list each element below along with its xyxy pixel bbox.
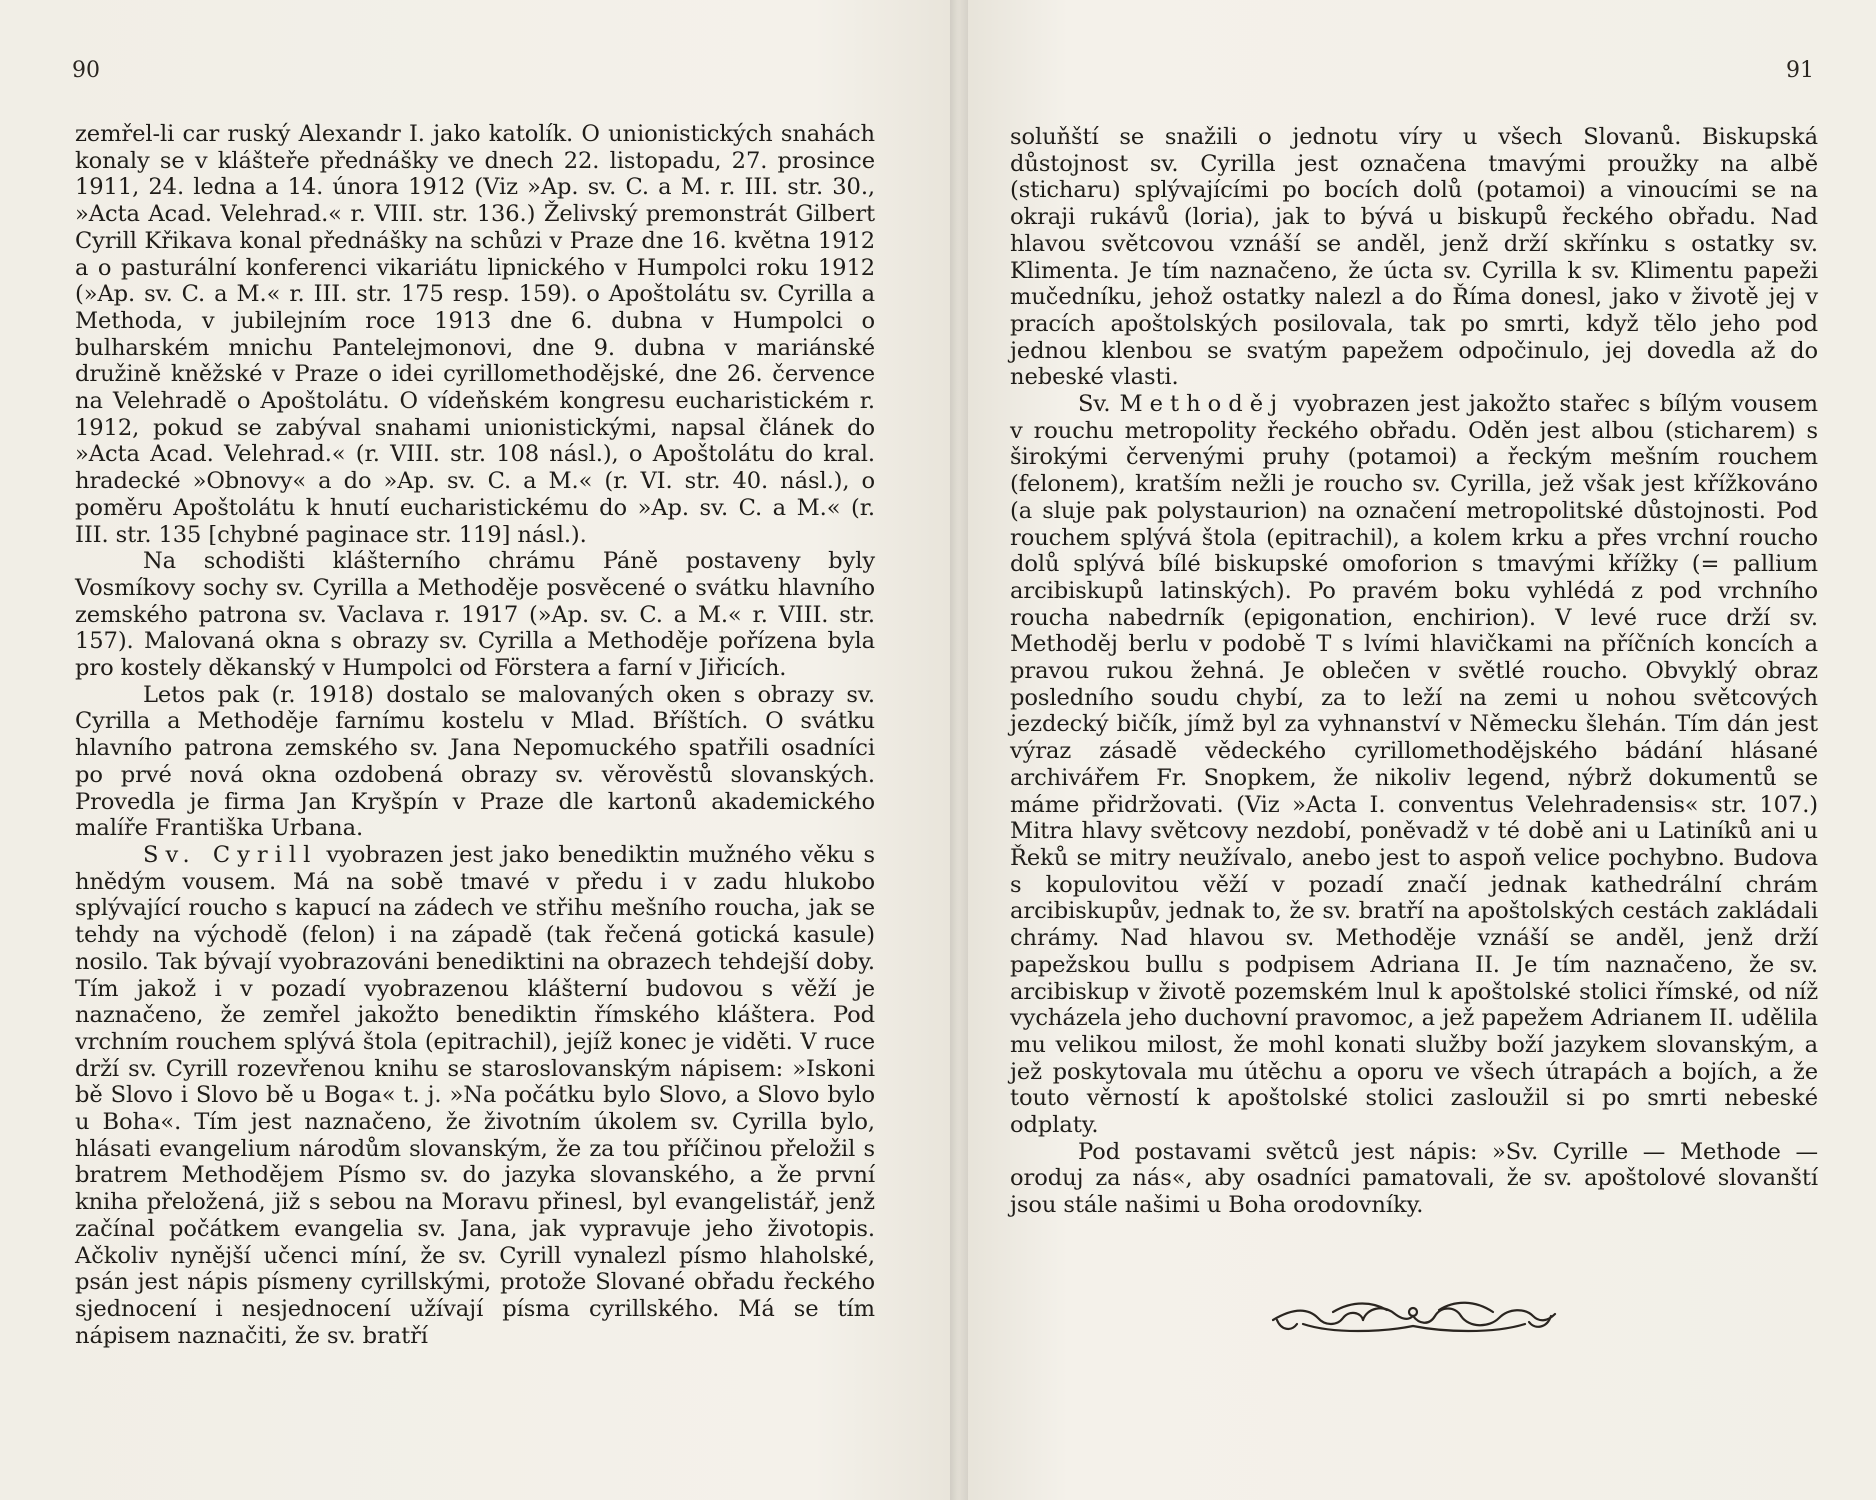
paragraph: Letos pak (r. 1918) dostalo se malovaných oken s obrazy sv. Cyrilla a Methoděje farnímu kostelu v Mlad. Bříštích. O svátku hlavního patrona zemského sv. Jana Nepomuckého spatřili osadníci po prvé nová okna ozdobená obrazy sv. věrověstů slovanských. Provedla je firma Jan Kryšpín v Praze dle kartonů akademického malíře Františka Urbana. [75,681,875,842]
left-text-column [75,121,875,1349]
saint-name-methodej: Methoděj [1119,391,1285,418]
paragraph-methodej-text: vyobrazen jest jakožto stařec s bílým vousem v rouchu metropolity řeckého obřadu. Oděn jest albou (sticharem) s širokými červenými pruhy (potamoi) a řeckým mešním rouchem (felonem), kratším nežli je roucho sv. Cyrilla, jež však jest křížkováno (a sluje pak polystaurion) na označení metropolitské důstojnosti. Pod rouchem splývá štola (epitrachil), a kolem krku a přes vrchní roucho dolů splývá bílé biskupské omoforion s tmavými křížky (= pallium arcibiskupů latinských). Po pravém boku vyhlédá z pod vrchního roucha nabedrník (epigonation, enchirion). V levé ruce drží sv. Methoděj berlu v podobě T s lvími hlavičkami na příčních koncích a pravou rukou žehná. Je oblečen v světlé roucho. Obvyklý obraz posledního soudu chybí, za to leží na zemi u nohou světcových jezdecký bičík, jímž byl za vyhnanství v Německu šlehán. Tím dán jest výraz zásadě vědeckého cyrillomethodějského bádání hlásané archivářem Fr. Snopkem, že nikoliv legend, nýbrž dokumentů se máme přidržovati. (Viz »Acta I. conventus Velehradensis« str. 107.) Mitra hlavy světcovy nezdobí, poněvadž v té době ani u Latiníků ani u Řeků se mitry neužívalo, anebo jest to aspoň velice pochybno. Budova s kopulovitou věží v pozadí značí jednak kathedrální chrám arcibiskupův, jednak to, že sv. bratří na apoštolských cestách zakládali chrámy. Nad hlavou sv. Methoděje vznáší se anděl, jenž drží papežskou bullu s podpisem Adriana II. Je tím naznačeno, že sv. arcibiskup v životě pozemském lnul k apoštolské stolici římské, od níž vycházela jeho duchovní pravomoc, a jež papežem Adrianem II. udělila mu velikou milost, že mohl konati služby boží jazykem slovanským, a jež poskytovala mu útěchu a oporu ve všech útrapách a bojích, a že touto věrností k apoštolské stolici zasloužil si po smrti nebeské odplaty. [1010,391,1818,1139]
book-gutter [950,0,968,1500]
page-number-left: 90 [72,58,100,83]
paragraph: soluňští se snažili o jednotu víry u všech Slovanů. Biskupská důstojnost sv. Cyrilla jest označena tmavými proužky na albě (sticharu) splývajícími po bocích dolů (potamoi) a vinoucími se na okraji rukávů (loria), jak to bývá u biskupů řeckého obřadu. Nad hlavou světcovou vznáší se anděl, jenž drží skřínku s ostatky sv. Klimenta. Je tím naznačeno, že úcta sv. Cyrilla k sv. Klimentu papeži mučedníku, jehož ostatky nalezl a do Říma donesl, jako v životě jej v pracích apoštolských posilovala, tak po smrti, když tělo jeho pod jednou klenbou se svatým papežem odpočinulo, jej dovedla až do nebeské vlasti. [1010,124,1818,391]
paragraph-cyrill-text: vyobrazen jest jako benediktin mužného věku s hnědým vousem. Má na sobě tmavé v předu i v zadu hlukobo splývající roucho s kapucí na zádech ve střihu mešního roucha, jak se tehdy na východě (felon) i na západě (tak řečená gotická kasule) nosilo. Tak bývají vyobrazováni benediktini na obrazech tehdejší doby. Tím jakož i v pozadí vyobrazenou klášterní budovou s věží je naznačeno, že zemřel jakožto benediktin římského kláštera. Pod vrchním rouchem splývá štola (epitrachil), jejíž konec je viděti. V ruce drží sv. Cyrill rozevřenou knihu se staroslovanským nápisem: »Iskoni bě Slovo i Slovo bě u Boga« t. j. »Na počátku bylo Slovo, a Slovo bylo u Boha«. Tím jest naznačeno, že životním úkolem sv. Cyrilla bylo, hlásati evangelium národům slovanským, že za tou příčinou přeložil s bratrem Methodějem Písmo sv. do jazyka slovanského, a že první kniha přeložená, již s sebou na Moravu přinesl, byl evangelistář, jenž začínal počátkem evangelia sv. Jana, jak vypravuje jeho životopis. Ačkoliv nynější učenci míní, že sv. Cyrill vynalezl písmo hlaholské, psán jest nápis písmeny cyrillskými, protože Slované obřadu řeckého sjednocení i nesjednocení užívají písma cyrillského. Má se tím nápisem naznačiti, že sv. bratří [75,841,875,1349]
paragraph: zemřel-li car ruský Alexandr I. jako katolík. O unionistických snahách konaly se v klášteře přednášky ve dnech 22. listopadu, 27. prosince 1911, 24. ledna a 14. února 1912 (Viz »Ap. sv. C. a M. r. III. str. 30., »Acta Acad. Velehrad.« r. VIII. str. 136.) Želivský premonstrát Gilbert Cyrill Křikava konal přednášky na schůzi v Praze dne 16. května 1912 a o pasturální konferenci vikariátu lipnického v Humpolci roku 1912 (»Ap. sv. C. a M.« r. III. str. 175 resp. 159). o Apoštolátu sv. Cyrilla a Methoda, v jubilejním roce 1913 dne 6. dubna v Humpolci o bulharském mnichu Pantelejmonovi, dne 9. dubna v mariánské družině kněžské v Praze o idei cyrillomethodějské, dne 26. července na Velehradě o Apoštolátu. O vídeňském kongresu eucharistickém r. 1912, pokud se zabýval snahami unionistickými, napsal článek do »Acta Acad. Velehrad.« (r. VIII. str. 108 násl.), o Apoštolátu do kral. hradecké »Obnovy« a do »Ap. sv. C. a M.« (r. VI. str. 40. násl.), o poměru Apoštolátu k hnutí eucharistickému do »Ap. sv. C. a M.« (r. III. str. 135 [chybné paginace str. 119] násl.). [75,121,875,548]
right-text-column [1010,124,1818,1219]
saint-prefix: Sv. [1078,391,1120,418]
paragraph-methodej [1010,391,1818,1139]
right-page [958,0,1876,1500]
paragraph-cyrill [75,842,875,1349]
page-number-right: 91 [1786,58,1814,83]
ornament-flourish-icon [1263,1290,1563,1344]
saint-name-cyrill: Sv. Cyrill [143,841,318,868]
paragraph: Na schodišti klášterního chrámu Páně postaveny byly Vosmíkovy sochy sv. Cyrilla a Methoděje posvěcené o svátku hlavního zemského patrona sv. Vaclava r. 1917 (»Ap. sv. C. a M.« r. VIII. str. 157). Malovaná okna s obrazy sv. Cyrilla a Methoděje pořízena byla pro kostely děkanský v Humpolci od Förstera a farní v Jiřicích. [75,548,875,682]
paragraph: Pod postavami světců jest nápis: »Sv. Cyrille — Methode — oroduj za nás«, aby osadníci pamatovali, že sv. apoštolové slovanští jsou stále našimi u Boha orodovníky. [1010,1138,1818,1219]
